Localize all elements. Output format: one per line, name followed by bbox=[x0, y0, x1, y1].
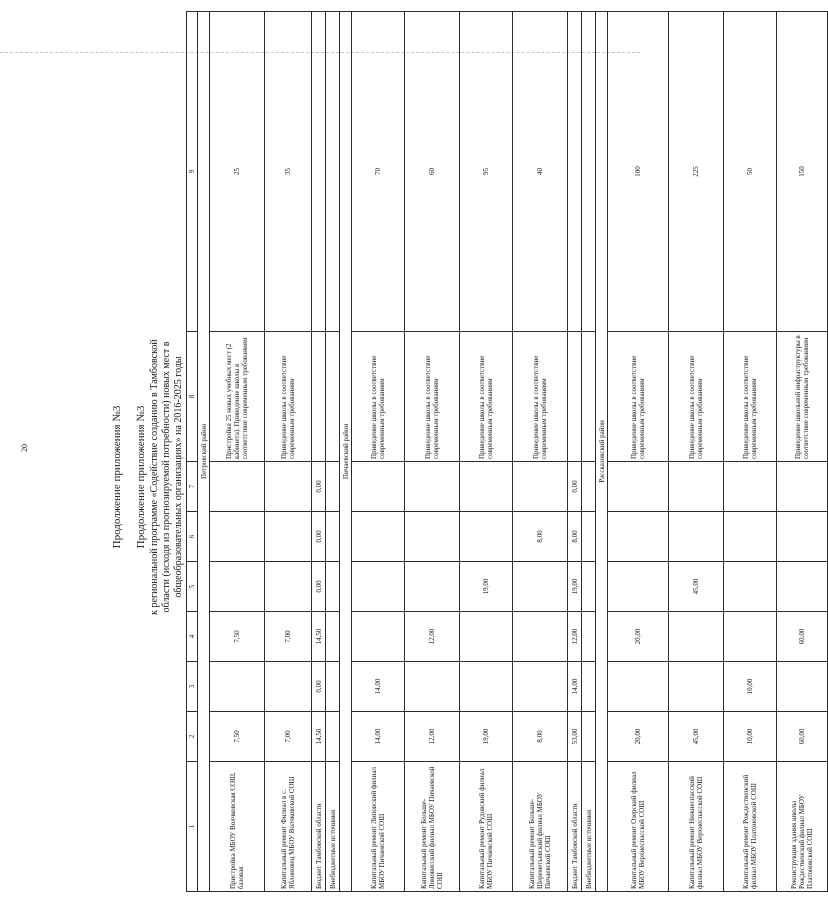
table-cell: 45,00 bbox=[669, 712, 724, 762]
table-cell bbox=[608, 662, 669, 712]
total-cell bbox=[582, 562, 596, 612]
table-cell: Приведение школы в соответствие современным требованиям bbox=[724, 332, 777, 462]
table-cell: Приведение школы в соответствие современным требованиям bbox=[460, 332, 513, 462]
total-row bbox=[568, 12, 582, 892]
table-cell bbox=[724, 512, 777, 562]
column-number: 5 bbox=[187, 562, 198, 612]
object-name-cell: Капитальный ремонт Липовский филиал МБОУ Пичаевской СОШ bbox=[352, 762, 405, 892]
table-cell bbox=[210, 512, 265, 562]
table-cell bbox=[210, 462, 265, 512]
total-label: Внебюджетные источники bbox=[326, 762, 340, 892]
total-cell: 0,00 bbox=[568, 462, 582, 512]
total-cell: 0,00 bbox=[312, 662, 326, 712]
object-name-cell: Капитальный ремонт Нижнеспасский филиал МБОУ Верхнеспасской СОШ bbox=[669, 762, 724, 892]
table-cell bbox=[405, 462, 460, 512]
total-cell bbox=[312, 12, 326, 332]
table-cell: 60,00 bbox=[777, 712, 828, 762]
district-title: Петровский район bbox=[198, 12, 210, 892]
table-row bbox=[608, 12, 669, 892]
rotated-page-content bbox=[111, 62, 814, 892]
table-cell bbox=[352, 512, 405, 562]
total-cell: 0,00 bbox=[312, 562, 326, 612]
table-cell bbox=[513, 562, 568, 612]
total-cell: 14,50 bbox=[312, 712, 326, 762]
column-number: 9 bbox=[187, 12, 198, 332]
table-row bbox=[669, 12, 724, 892]
table-cell bbox=[265, 662, 312, 712]
table-cell: Пристройка 25 новых учебных мест (2 кабинета). Приведение школы в соответствие современным требованиям bbox=[210, 332, 265, 462]
table-row bbox=[405, 12, 460, 892]
table-cell: Приведение школы в соответствие современным требованиям bbox=[265, 332, 312, 462]
district-header-row bbox=[198, 12, 210, 892]
table-cell bbox=[724, 612, 777, 662]
object-name-cell: Капитальный ремонт Рудовский филиал МБОУ Пичаевской СОШ bbox=[460, 762, 513, 892]
total-cell bbox=[326, 562, 340, 612]
district-title: Рассказовский район bbox=[596, 12, 608, 892]
subtitle-line-2: области (исходя из прогнозируемой потребности) новых мест в bbox=[161, 341, 172, 613]
object-name-cell: Реконструкция здания школы Рождественский филиал МБОУ Платоновской СОШ bbox=[777, 762, 828, 892]
table-cell: 14,00 bbox=[352, 712, 405, 762]
table-cell bbox=[724, 562, 777, 612]
table-cell bbox=[460, 612, 513, 662]
total-cell: 19,00 bbox=[568, 562, 582, 612]
table-cell: 7,00 bbox=[265, 712, 312, 762]
table-cell bbox=[608, 562, 669, 612]
page-number: 20 bbox=[20, 444, 29, 452]
table-cell bbox=[669, 512, 724, 562]
total-cell bbox=[582, 332, 596, 462]
table-row bbox=[460, 12, 513, 892]
table-cell bbox=[777, 462, 828, 512]
total-label: Внебюджетные источники bbox=[582, 762, 596, 892]
table-cell bbox=[777, 562, 828, 612]
table-cell bbox=[265, 512, 312, 562]
total-cell: 8,00 bbox=[568, 512, 582, 562]
table-cell: 10,00 bbox=[724, 662, 777, 712]
table-cell: Приведение школы в соответствие современным требованиям bbox=[608, 332, 669, 462]
subtitle-line-3: общеобразовательных организациях» на 2016-2025 годы bbox=[173, 356, 184, 598]
table-cell bbox=[352, 462, 405, 512]
total-cell bbox=[582, 712, 596, 762]
table-row bbox=[513, 12, 568, 892]
table-cell: 50 bbox=[724, 12, 777, 332]
table-cell: 7,50 bbox=[210, 712, 265, 762]
district-header-row bbox=[596, 12, 608, 892]
object-name-cell: Капитальный ремонт Больше-Ломовисский филиал МБОУ Пичаевской СОШ bbox=[405, 762, 460, 892]
column-number: 3 bbox=[187, 662, 198, 712]
table-cell: 45,00 bbox=[669, 562, 724, 612]
table-cell: 70 bbox=[352, 12, 405, 332]
total-cell bbox=[326, 12, 340, 332]
total-cell: 14,50 bbox=[312, 612, 326, 662]
table-cell: 100 bbox=[608, 12, 669, 332]
table-cell: Приведение школы в соответствие современным требованиям bbox=[405, 332, 460, 462]
column-number-row bbox=[187, 12, 198, 892]
table-cell bbox=[460, 462, 513, 512]
table-cell bbox=[352, 562, 405, 612]
table-cell: Приведение школьной инфраструктуры в соответствие современным требованиям bbox=[777, 332, 828, 462]
sub-title: Продолжение приложения №3 bbox=[135, 405, 147, 549]
total-cell bbox=[326, 612, 340, 662]
table-cell bbox=[777, 512, 828, 562]
table-cell: 25 bbox=[210, 12, 265, 332]
table-cell bbox=[210, 562, 265, 612]
table-cell bbox=[265, 562, 312, 612]
total-label: Бюджет Тамбовской области bbox=[312, 762, 326, 892]
total-cell bbox=[326, 332, 340, 462]
table-cell: 40 bbox=[513, 12, 568, 332]
table-cell: 19,00 bbox=[460, 562, 513, 612]
table-cell bbox=[513, 662, 568, 712]
table-cell bbox=[669, 462, 724, 512]
table-row bbox=[352, 12, 405, 892]
column-number: 2 bbox=[187, 712, 198, 762]
table-cell bbox=[352, 612, 405, 662]
table-cell bbox=[724, 462, 777, 512]
total-cell bbox=[582, 512, 596, 562]
table-cell: 12,00 bbox=[405, 612, 460, 662]
total-row bbox=[582, 12, 596, 892]
table-cell bbox=[405, 562, 460, 612]
total-cell: 0,00 bbox=[312, 462, 326, 512]
table-cell bbox=[405, 662, 460, 712]
table-cell: 7,50 bbox=[210, 612, 265, 662]
total-cell bbox=[326, 462, 340, 512]
object-name-cell: Капитальный ремонт Больше-Шереметьевский филиал МБОУ Пичаевской СОШ bbox=[513, 762, 568, 892]
table-cell bbox=[460, 662, 513, 712]
table-cell: 10,00 bbox=[724, 712, 777, 762]
column-number: 4 bbox=[187, 612, 198, 662]
table-cell bbox=[608, 512, 669, 562]
total-cell: 0,00 bbox=[312, 512, 326, 562]
table-cell: 225 bbox=[669, 12, 724, 332]
table-cell: 150 bbox=[777, 12, 828, 332]
table-cell: 20,00 bbox=[608, 712, 669, 762]
district-header-row bbox=[340, 12, 352, 892]
total-label: Бюджет Тамбовской области bbox=[568, 762, 582, 892]
table-cell: 12,00 bbox=[405, 712, 460, 762]
table-cell: 20,00 bbox=[608, 612, 669, 662]
subtitle-line-1: к региональной программе «Содействие созданию в Тамбовской bbox=[149, 339, 160, 615]
total-cell bbox=[582, 662, 596, 712]
total-cell bbox=[568, 12, 582, 332]
column-number: 6 bbox=[187, 512, 198, 562]
table-cell: 19,00 bbox=[460, 712, 513, 762]
total-cell bbox=[582, 462, 596, 512]
total-row bbox=[326, 12, 340, 892]
table-cell: Приведение школы в соответствие современным требованиям bbox=[352, 332, 405, 462]
table-cell bbox=[669, 612, 724, 662]
total-cell: 12,00 bbox=[568, 612, 582, 662]
table-cell bbox=[669, 662, 724, 712]
column-number: 8 bbox=[187, 332, 198, 462]
object-name-cell: Капитальный ремонт Филиал в с. Яблоновец МБОУ Волчковской СОШ bbox=[265, 762, 312, 892]
table-cell bbox=[777, 662, 828, 712]
table-cell: 14,00 bbox=[352, 662, 405, 712]
total-cell bbox=[326, 712, 340, 762]
table-row bbox=[265, 12, 312, 892]
table-cell bbox=[513, 462, 568, 512]
total-cell bbox=[568, 332, 582, 462]
table-cell bbox=[513, 612, 568, 662]
table-cell bbox=[265, 462, 312, 512]
object-name-cell: Капитальный ремонт Рождественский филиал МБОУ Платоновской СОШ bbox=[724, 762, 777, 892]
column-number: 7 bbox=[187, 462, 198, 512]
object-name-cell: Капитальный ремонт Озерский филиал МБОУ Верхнеспасской СОШ bbox=[608, 762, 669, 892]
total-cell bbox=[326, 512, 340, 562]
total-cell: 14,00 bbox=[568, 662, 582, 712]
total-cell bbox=[582, 12, 596, 332]
total-cell: 53,00 bbox=[568, 712, 582, 762]
table-cell: 7,00 bbox=[265, 612, 312, 662]
total-cell bbox=[326, 662, 340, 712]
table-cell: Приведение школы в соответствие современным требованиям bbox=[513, 332, 568, 462]
total-row bbox=[312, 12, 326, 892]
table-cell: 8,00 bbox=[513, 712, 568, 762]
table-cell: 95 bbox=[460, 12, 513, 332]
column-number: 1 bbox=[187, 762, 198, 892]
appendix-title: Продолжение приложения №3 bbox=[111, 405, 123, 549]
total-cell bbox=[312, 332, 326, 462]
table-cell: 60,00 bbox=[777, 612, 828, 662]
total-cell bbox=[582, 612, 596, 662]
table-row bbox=[777, 12, 828, 892]
table-cell bbox=[460, 512, 513, 562]
table-cell: 60 bbox=[405, 12, 460, 332]
table-cell bbox=[405, 512, 460, 562]
table-cell bbox=[210, 662, 265, 712]
object-name-cell: Пристройка МБОУ Волчковская СОШ, базовая bbox=[210, 762, 265, 892]
district-title: Пичаевский район bbox=[340, 12, 352, 892]
table-cell: 35 bbox=[265, 12, 312, 332]
program-table bbox=[186, 11, 828, 892]
table-row bbox=[724, 12, 777, 892]
table-cell bbox=[608, 462, 669, 512]
table-row bbox=[210, 12, 265, 892]
table-cell: 8,00 bbox=[513, 512, 568, 562]
table-cell: Приведение школы в соответствие современным требованиям bbox=[669, 332, 724, 462]
